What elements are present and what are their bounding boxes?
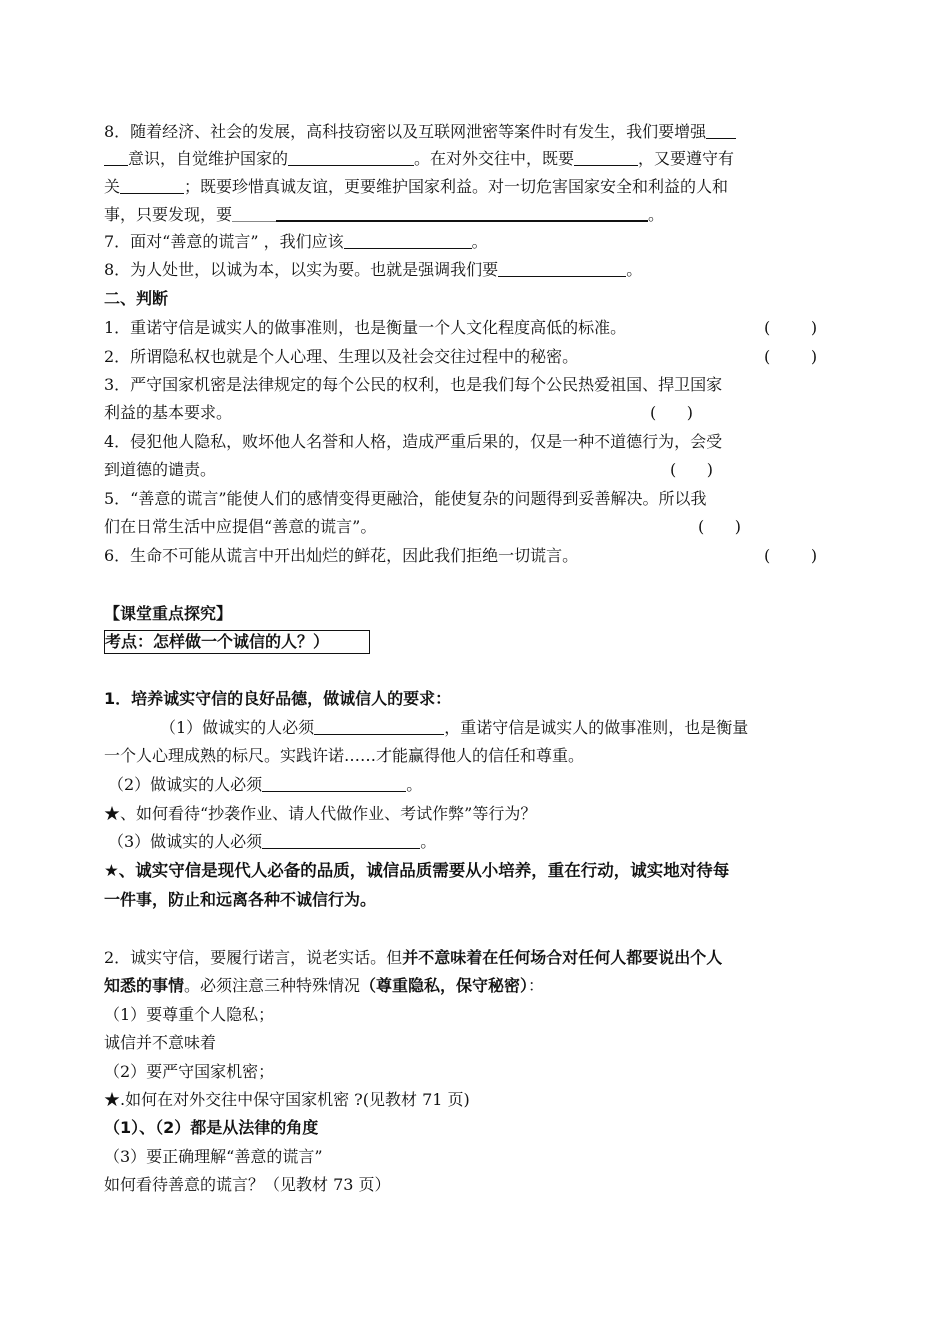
s2-text: ： [528, 976, 545, 995]
answer-paren[interactable]: ( ) [764, 318, 818, 337]
judge-item-5-cont: 们在日常生活中应提倡“善意的谎言”。 [104, 517, 377, 536]
answer-paren[interactable]: ( ) [764, 546, 818, 565]
s2-text: 。必须注意三种特殊情况 [184, 976, 361, 995]
blank[interactable] [120, 177, 184, 194]
judge-item-4: 4．侵犯他人隐私，败坏他人名誉和人格，造成严重后果的，仅是一种不道德行为，会受 [104, 432, 723, 451]
fill-q8-text: 事，只要发现，要 [104, 205, 233, 224]
blank[interactable] [344, 232, 472, 249]
fill-q7-text: 7．面对“善意的谎言” ，我们应该 [104, 232, 344, 251]
s2-line1 [104, 948, 722, 970]
fill-q8b-end: 。 [626, 260, 643, 279]
s2-line5: （2）要严守国家机密； [104, 1062, 275, 1081]
answer-paren[interactable]: ( ) [670, 460, 713, 479]
fill-q8-text: 。在对外交往中，既要 [414, 149, 575, 168]
fill-q8-line3 [104, 177, 728, 199]
fill-q8-text: 8．随着经济、社会的发展，高科技窃密以及互联网泄密等案件时有发生，我们要增强 [104, 122, 707, 141]
judge-item-6: 6．生命不可能从谎言中开出灿烂的鲜花，因此我们拒绝一切谎言。 [104, 546, 579, 565]
s1-bold-line2: 一件事，防止和远离各种不诚信行为。 [104, 890, 377, 909]
s1-line2: 一个人心理成熟的标尺。实践许诺……才能赢得他人的信任和尊重。 [104, 746, 585, 765]
answer-paren[interactable]: ( ) [698, 517, 741, 536]
blank[interactable] [262, 775, 406, 792]
fill-q7 [104, 232, 488, 254]
blank[interactable] [232, 205, 276, 222]
judge-heading: 二、判断 [104, 289, 169, 308]
s2-text: 2．诚实守信，要履行诺言，说老实话。但 [104, 948, 403, 967]
blank[interactable] [288, 149, 414, 166]
judge-item-1: 1．重诺守信是诚实人的做事准则，也是衡量一个人文化程度高低的标准。 [104, 318, 627, 337]
s1-text: 。 [406, 775, 423, 794]
s1-bold-line1: ★、诚实守信是现代人必备的品质，诚信品质需要从小培养，重在行动，诚实地对待每 [104, 861, 730, 880]
s1-line4: ★、如何看待“抄袭作业、请人代做作业、考试作弊”等行为？ [104, 804, 537, 823]
answer-paren[interactable]: ( ) [650, 403, 693, 422]
section1-title: 1．培养诚实守信的良好品德，做诚信人的要求： [104, 689, 452, 708]
judge-item-5: 5．“善意的谎言”能使人们的感情变得更融洽，能使复杂的问题得到妥善解决。所以我 [104, 489, 707, 508]
explore-heading: 【课堂重点探究】 [104, 604, 233, 623]
s2-bold-text: 并不意味着在任何场合对任何人都要说出个人 [402, 948, 723, 967]
judge-item-3: 3．严守国家机密是法律规定的每个公民的权利，也是我们每个公民热爱祖国、捍卫国家 [104, 375, 723, 394]
fill-q8-text: 意识，自觉维护国家的 [128, 149, 289, 168]
fill-q8-text: ，又要遵守有 [638, 149, 735, 168]
blank[interactable] [262, 832, 420, 849]
s1-line1 [160, 718, 748, 740]
s1-text: ，重诺守信是诚实人的做事准则，也是衡量 [444, 718, 749, 737]
judge-item-3-cont: 利益的基本要求。 [104, 403, 233, 422]
s2-line4: 诚信并不意味着 [104, 1033, 217, 1052]
s1-line3 [108, 775, 422, 797]
judge-item-4-cont: 到道德的谴责。 [104, 460, 217, 479]
blank[interactable] [498, 260, 626, 277]
fill-q8-line2 [104, 149, 734, 171]
blank[interactable] [574, 149, 638, 166]
blank[interactable] [314, 718, 444, 735]
s2-line9: 如何看待善意的谎言？（见教材 73 页） [104, 1175, 391, 1194]
fill-q8-line1 [104, 122, 736, 144]
s1-text: （3）做诚实的人必须 [108, 832, 263, 851]
fill-q7-end: 。 [471, 232, 488, 251]
s1-text: 。 [420, 832, 437, 851]
fill-q8-text: 关 [104, 177, 121, 196]
fill-q8-text: ；既要珍惜真诚友谊，更要维护国家利益。对一切危害国家安全和利益的人和 [184, 177, 729, 196]
blank[interactable] [276, 204, 648, 222]
fill-q8b-text: 8．为人处世，以诚为本，以实为要。也就是强调我们要 [104, 260, 499, 279]
blank[interactable] [706, 122, 736, 139]
kaodian-label: 考点：怎样做一个诚信的人？） [104, 630, 370, 654]
fill-q8-text: 。 [648, 205, 665, 224]
judge-item-2: 2．所谓隐私权也就是个人心理、生理以及社会交往过程中的秘密。 [104, 347, 579, 366]
s2-bold-text: （尊重隐私，保守秘密） [360, 976, 529, 995]
s2-line8: （3）要正确理解“善意的谎言” [104, 1147, 323, 1166]
s2-line3: （1）要尊重个人隐私； [104, 1005, 275, 1024]
s2-line7: （1）、（2）都是从法律的角度 [104, 1118, 319, 1137]
kaodian-box [104, 630, 370, 652]
fill-q8b [104, 260, 642, 282]
s1-line5 [108, 832, 436, 854]
fill-q8-line4 [104, 204, 664, 226]
blank[interactable] [104, 149, 128, 166]
s1-text: （1）做诚实的人必须 [160, 718, 315, 737]
answer-paren[interactable]: ( ) [764, 347, 818, 366]
s1-text: （2）做诚实的人必须 [108, 775, 263, 794]
s2-bold-text: 知悉的事情 [104, 976, 185, 995]
s2-line6: ★.如何在对外交往中保守国家机密 ?(见教材 71 页) [104, 1090, 470, 1109]
s2-line2 [104, 976, 544, 998]
